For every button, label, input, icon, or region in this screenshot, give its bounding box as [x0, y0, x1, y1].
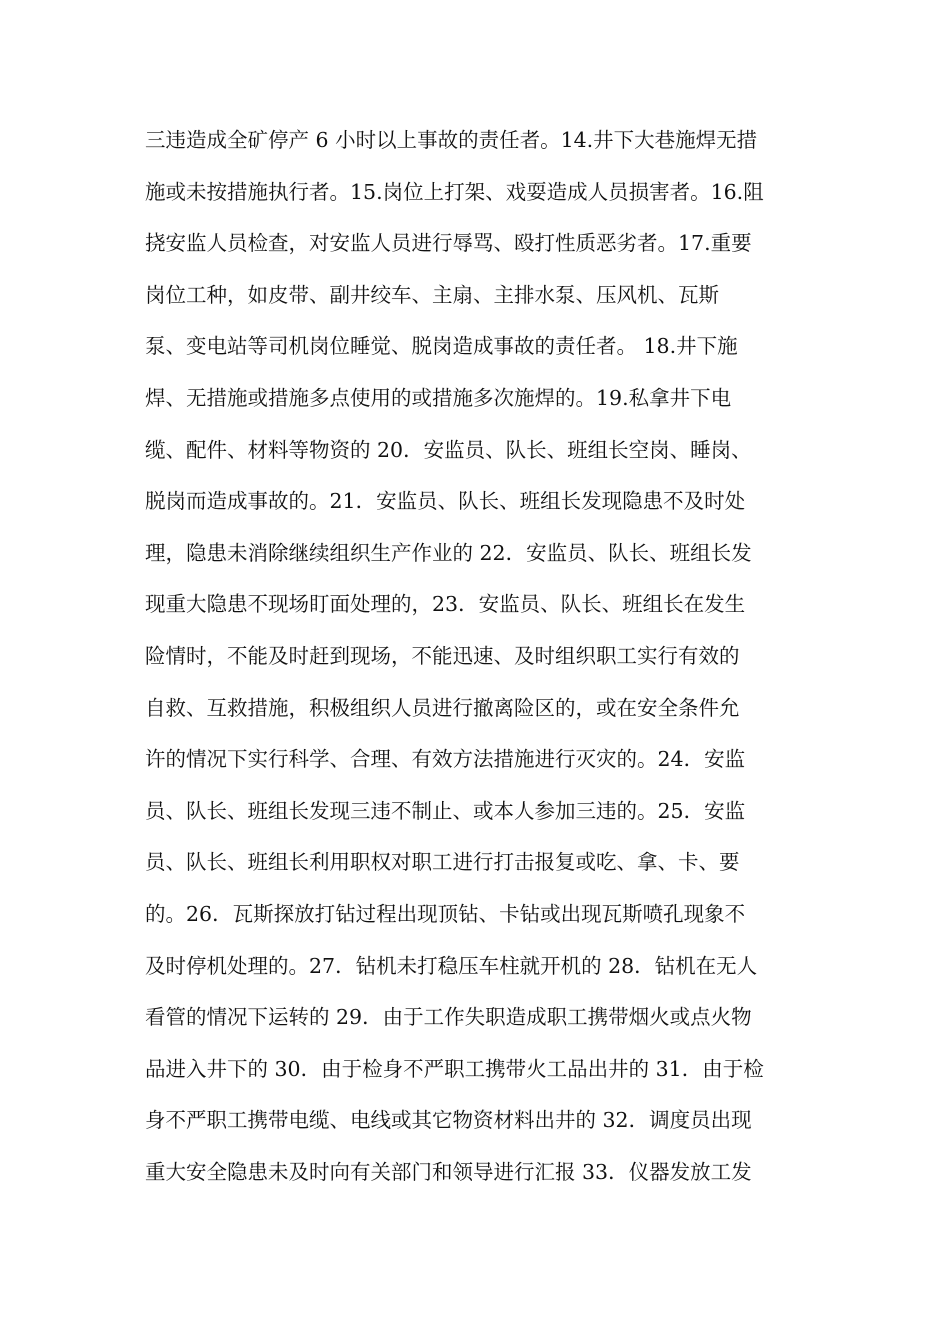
- text-line: 员、队长、班组长利用职权对职工进行打击报复或吃、拿、卡、要: [145, 850, 740, 875]
- text-line: 缆、配件、材料等物资的 20．安监员、队长、班组长空岗、睡岗、: [145, 437, 752, 462]
- text-line: 身不严职工携带电缆、电线或其它物资材料出井的 32．调度员出现: [145, 1108, 752, 1133]
- text-line: 理，隐患未消除继续组织生产作业的 22．安监员、队长、班组长发: [145, 540, 752, 565]
- text-line: 挠安监人员检查，对安监人员进行辱骂、殴打性质恶劣者。17.重要: [145, 231, 752, 256]
- text-line: 岗位工种，如皮带、副井绞车、主扇、主排水泵、压风机、瓦斯: [145, 282, 719, 307]
- text-line: 泵、变电站等司机岗位睡觉、脱岗造成事故的责任者。 18.井下施: [145, 334, 738, 359]
- text-line: 自救、互救措施，积极组织人员进行撤离险区的，或在安全条件允: [145, 695, 740, 720]
- text-line: 三违造成全矿停产 6 小时以上事故的责任者。14.井下大巷施焊无措: [145, 128, 758, 152]
- text-line: 脱岗而造成事故的。21．安监员、队长、班组长发现隐患不及时处: [145, 489, 746, 514]
- body-text: [145, 115, 815, 1198]
- text-line: 施或未按措施执行者。15.岗位上打架、戏耍造成人员损害者。16.阻: [145, 179, 764, 204]
- text-line: 员、队长、班组长发现三违不制止、或本人参加三违的。25．安监: [145, 798, 746, 823]
- text-line: 重大安全隐患未及时向有关部门和领导进行汇报 33．仪器发放工发: [145, 1159, 752, 1184]
- text-line: 险情时，不能及时赶到现场，不能迅速、及时组织职工实行有效的: [145, 643, 740, 668]
- text-line: 焊、无措施或措施多点使用的或措施多次施焊的。19.私拿井下电: [145, 385, 732, 410]
- text-line: 的。26．瓦斯探放打钻过程出现顶钻、卡钻或出现瓦斯喷孔现象不: [145, 901, 746, 926]
- text-line: 品进入井下的 30．由于检身不严职工携带火工品出井的 31．由于检: [145, 1056, 764, 1081]
- text-line: 及时停机处理的。27．钻机未打稳压车柱就开机的 28．钻机在无人: [145, 953, 758, 978]
- text-line: 现重大隐患不现场盯面处理的，23．安监员、队长、班组长在发生: [145, 592, 746, 617]
- text-line: 看管的情况下运转的 29．由于工作失职造成职工携带烟火或点火物: [145, 1005, 752, 1030]
- text-line: 许的情况下实行科学、合理、有效方法措施进行灭灾的。24．安监: [145, 747, 746, 772]
